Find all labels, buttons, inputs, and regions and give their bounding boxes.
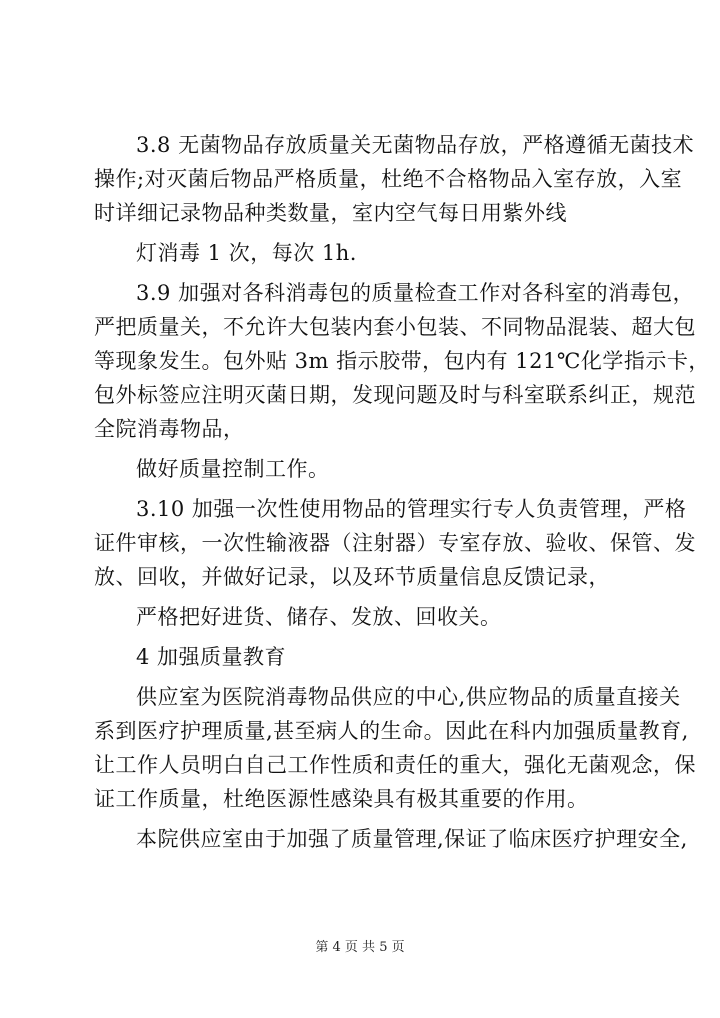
text-line: 严把质量关，不允许大包装内套小包装、不同物品混装、超大包 (94, 315, 696, 339)
document-body (94, 128, 710, 856)
paragraph-purchase-control (94, 600, 654, 634)
text-line: 供应室为医院消毒物品供应的中心,供应物品的质量直接关 (136, 685, 681, 709)
text-line: 灯消毒 1 次，每次 1h. (136, 241, 357, 265)
paragraph-uv-disinfection (94, 236, 654, 270)
text-line: 3.10 加强一次性使用物品的管理实行专人负责管理，严格 (136, 497, 687, 521)
paragraph-3-9 (94, 276, 710, 446)
page-number-footer: 第 4 页 共 5 页 (315, 940, 405, 955)
text-line: 等现象发生。包外贴 3m 指示胶带，包内有 121℃化学指示卡， (94, 349, 710, 373)
text-line: 让工作人员明白自己工作性质和责任的重大，强化无菌观念，保 (94, 753, 696, 777)
paragraph-3-10 (94, 492, 696, 594)
text-line: 证件审核，一次性输液器（注射器）专室存放、验收、保管、发 (94, 531, 696, 555)
text-line: 做好质量控制工作。 (136, 457, 330, 481)
paragraph-quality-control (94, 452, 654, 486)
text-line: 全院消毒物品， (94, 417, 245, 441)
text-line: 操作;对灭菌后物品严格质量，杜绝不合格物品入室存放，入室 (94, 167, 683, 191)
section-heading-4 (94, 640, 654, 674)
text-line: 包外标签应注明灭菌日期，发现问题及时与科室联系纠正，规范 (94, 383, 696, 407)
paragraph-conclusion (94, 822, 688, 856)
paragraph-3-8 (94, 128, 695, 230)
text-line: 本院供应室由于加强了质量管理,保证了临床医疗护理安全, (136, 827, 688, 851)
text-line: 放、回收，并做好记录，以及环节质量信息反馈记录， (94, 565, 610, 589)
text-line: 证工作质量，杜绝医源性感染具有极其重要的作用。 (94, 787, 589, 811)
text-line: 严格把好进货、储存、发放、回收关。 (136, 605, 502, 629)
text-line: 时详细记录物品种类数量，室内空气每日用紫外线 (94, 201, 567, 225)
paragraph-quality-education (94, 680, 696, 816)
section-heading: 4 加强质量教育 (136, 645, 287, 669)
text-line: 3.8 无菌物品存放质量关无菌物品存放，严格遵循无菌技术 (136, 133, 695, 157)
text-line: 3.9 加强对各科消毒包的质量检查工作对各科室的消毒包， (136, 281, 695, 305)
text-line: 系到医疗护理质量,甚至病人的生命。因此在科内加强质量教育, (94, 719, 689, 743)
